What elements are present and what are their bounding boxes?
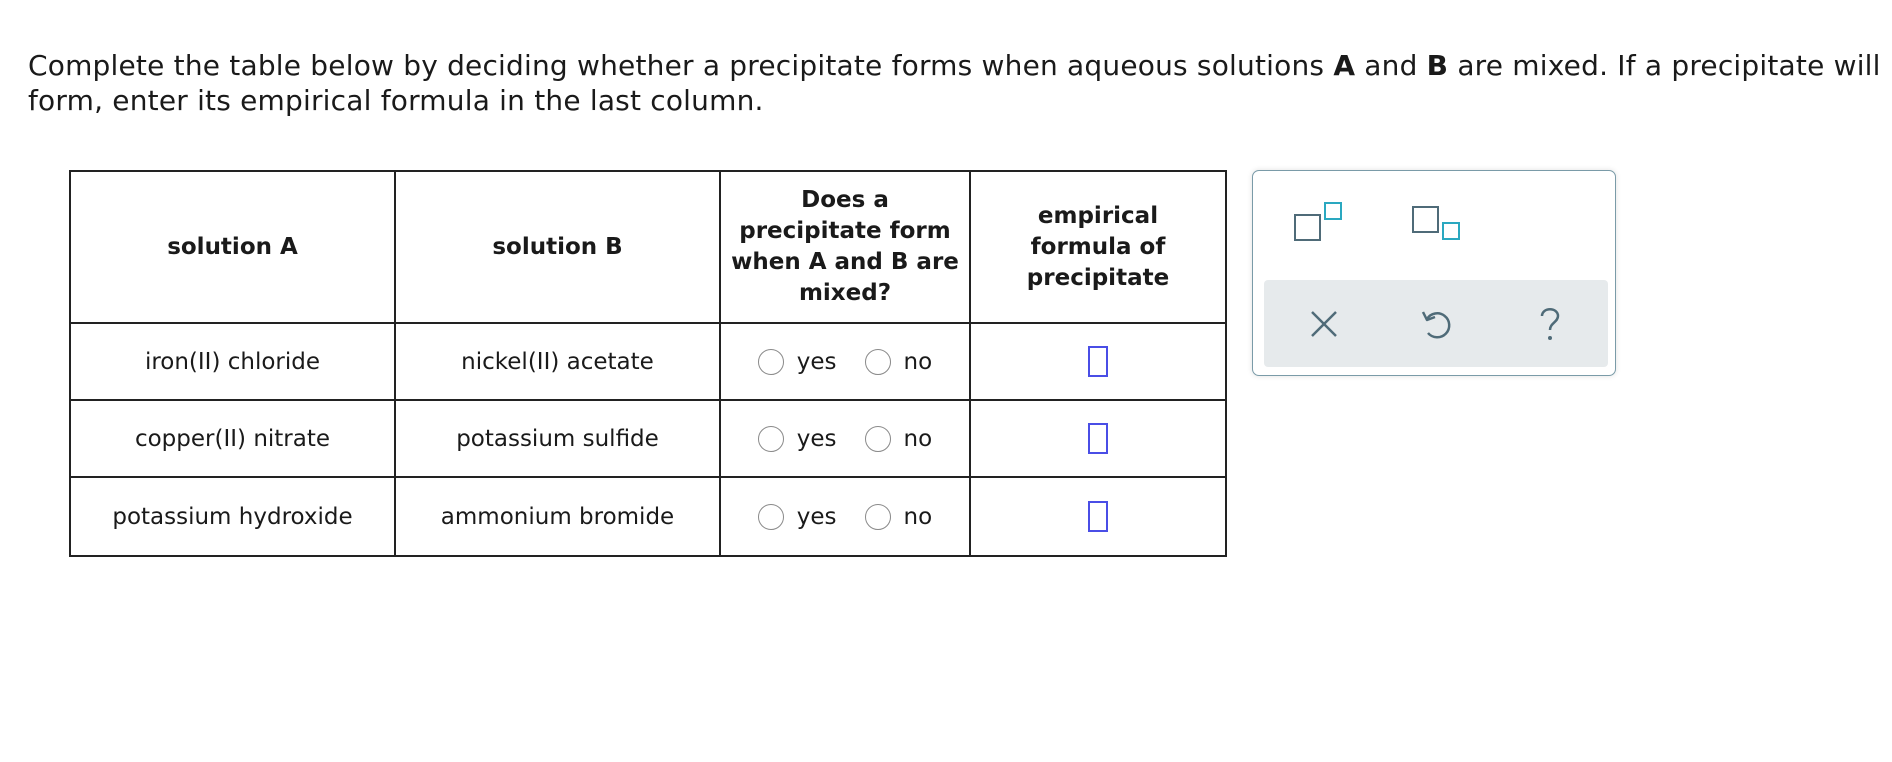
formula-input[interactable] (1088, 423, 1108, 454)
formula-palette (1252, 170, 1616, 376)
no-option[interactable] (865, 426, 933, 452)
help-button[interactable] (1528, 302, 1572, 346)
no-option[interactable] (865, 504, 933, 530)
cell-solution-a: iron(II) chloride (70, 323, 395, 400)
yes-radio[interactable] (758, 349, 784, 375)
subscript-button[interactable] (1411, 205, 1467, 249)
no-radio[interactable] (865, 504, 891, 530)
cell-solution-b: potassium sulfide (395, 400, 720, 477)
no-label: no (903, 348, 933, 375)
precipitate-choice (720, 477, 970, 556)
palette-actions (1264, 280, 1608, 367)
header-empirical-formula: empirical formula of precipitate (970, 171, 1226, 323)
header-precipitate-question: Does a precipitate form when A and B are mixed? (720, 171, 970, 323)
yes-option[interactable] (758, 349, 837, 375)
no-radio[interactable] (865, 426, 891, 452)
precipitate-table (69, 170, 1227, 557)
superscript-button[interactable] (1293, 201, 1349, 245)
cell-solution-a: potassium hydroxide (70, 477, 395, 556)
table-row (70, 400, 1226, 477)
clear-button[interactable] (1302, 302, 1346, 346)
header-solution-b: solution B (395, 171, 720, 323)
no-option[interactable] (865, 349, 933, 375)
yes-radio[interactable] (758, 426, 784, 452)
formula-input[interactable] (1088, 346, 1108, 377)
formula-cell (970, 323, 1226, 400)
formula-cell (970, 400, 1226, 477)
table-row (70, 323, 1226, 400)
superscript-icon (1293, 201, 1349, 245)
formula-cell (970, 477, 1226, 556)
cell-solution-b: nickel(II) acetate (395, 323, 720, 400)
no-label: no (903, 503, 933, 530)
header-solution-a: solution A (70, 171, 395, 323)
clear-icon (1302, 302, 1346, 346)
table-row (70, 477, 1226, 556)
undo-icon (1414, 302, 1458, 346)
no-label: no (903, 425, 933, 452)
instructions-text: Complete the table below by deciding whether a precipitate forms when aqueous solutions A and B are mixed. If a precipitate will form, enter its empirical formula in the last column. (28, 49, 1881, 117)
yes-label: yes (796, 503, 837, 530)
cell-solution-b: ammonium bromide (395, 477, 720, 556)
cell-solution-a: copper(II) nitrate (70, 400, 395, 477)
subscript-icon (1411, 205, 1467, 249)
help-icon (1528, 302, 1572, 346)
yes-radio[interactable] (758, 504, 784, 530)
yes-label: yes (796, 348, 837, 375)
no-radio[interactable] (865, 349, 891, 375)
yes-option[interactable] (758, 504, 837, 530)
precipitate-choice (720, 400, 970, 477)
yes-label: yes (796, 425, 837, 452)
undo-button[interactable] (1414, 302, 1458, 346)
formula-input[interactable] (1088, 501, 1108, 532)
precipitate-choice (720, 323, 970, 400)
yes-option[interactable] (758, 426, 837, 452)
